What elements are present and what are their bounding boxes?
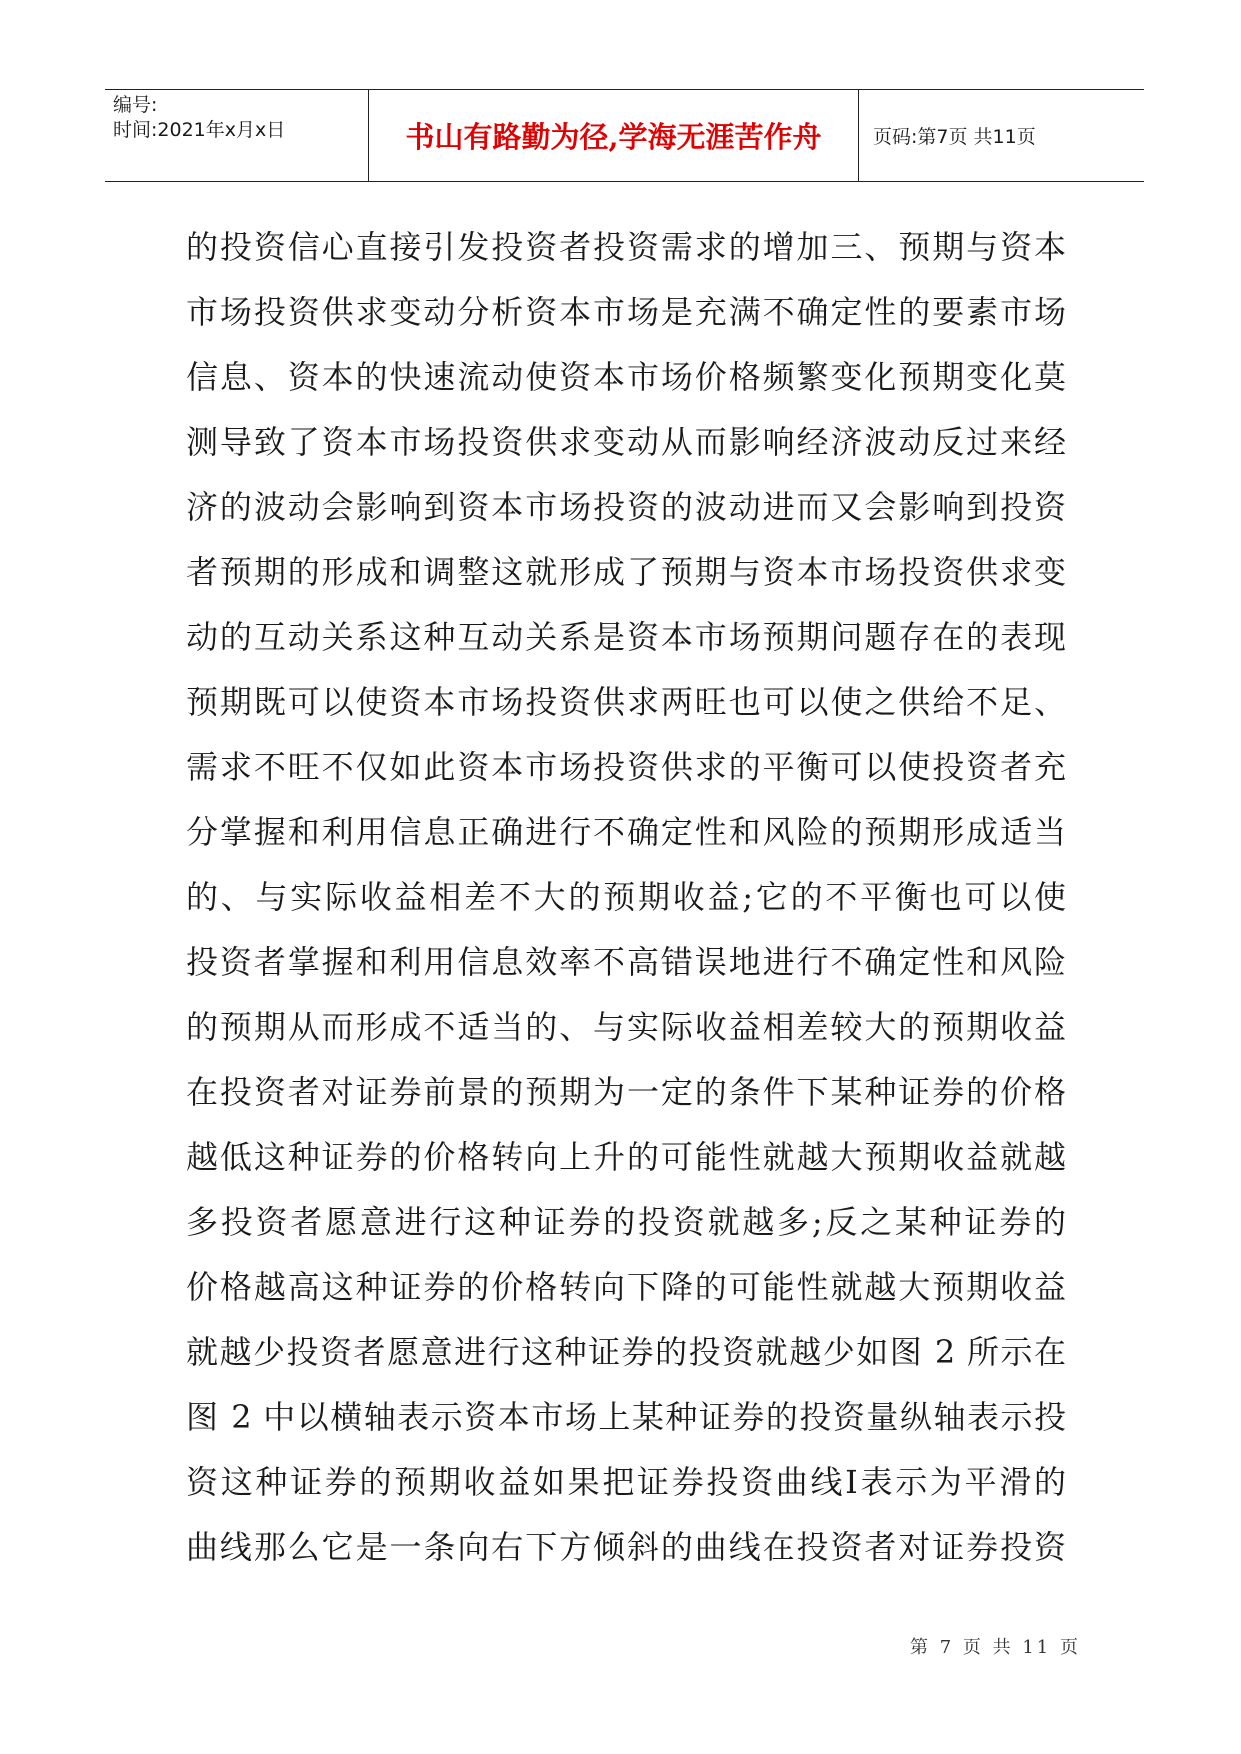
body-line: 曲线那么它是一条向右下方倾斜的曲线在投资者对证券投资 xyxy=(186,1528,1066,1566)
document-header xyxy=(105,89,1144,182)
body-line: 需求不旺不仅如此资本市场投资供求的平衡可以使投资者充 xyxy=(186,748,1066,786)
body-line: 动的互动关系这种互动关系是资本市场预期问题存在的表现 xyxy=(186,618,1066,656)
header-motto-cell xyxy=(369,90,859,181)
number-label: 编号: xyxy=(113,94,158,116)
body-line: 信息、资本的快速流动使资本市场价格频繁变化预期变化莫 xyxy=(186,358,1066,396)
body-line: 在投资者对证券前景的预期为一定的条件下某种证券的价格 xyxy=(186,1073,1066,1111)
body-line: 越低这种证券的价格转向上升的可能性就越大预期收益就越 xyxy=(186,1138,1066,1176)
body-line: 分掌握和利用信息正确进行不确定性和风险的预期形成适当 xyxy=(186,813,1066,851)
body-line: 多投资者愿意进行这种证券的投资就越多;反之某种证券的 xyxy=(186,1203,1066,1241)
body-line: 投资者掌握和利用信息效率不高错误地进行不确定性和风险 xyxy=(186,943,1066,981)
header-page-info-cell xyxy=(859,90,1144,181)
page-footer: 第 7 页 共 11 页 xyxy=(910,1637,1081,1658)
header-meta xyxy=(105,90,369,181)
body-line: 者预期的形成和调整这就形成了预期与资本市场投资供求变 xyxy=(186,553,1066,591)
time-label: 时间:2021年x月x日 xyxy=(113,119,286,141)
page-info: 页码:第7页 共11页 xyxy=(873,126,1036,148)
body-line: 预期既可以使资本市场投资供求两旺也可以使之供给不足、 xyxy=(186,683,1066,721)
body-line: 济的波动会影响到资本市场投资的波动进而又会影响到投资 xyxy=(186,488,1066,526)
body-line: 测导致了资本市场投资供求变动从而影响经济波动反过来经 xyxy=(186,423,1066,461)
body-line: 价格越高这种证券的价格转向下降的可能性就越大预期收益 xyxy=(186,1268,1066,1306)
body-line: 的预期从而形成不适当的、与实际收益相差较大的预期收益 xyxy=(186,1008,1066,1046)
body-line: 图 2 中以横轴表示资本市场上某种证券的投资量纵轴表示投 xyxy=(186,1398,1066,1436)
body-line: 资这种证券的预期收益如果把证券投资曲线Ⅰ表示为平滑的 xyxy=(186,1463,1066,1501)
body-line: 的投资信心直接引发投资者投资需求的增加三、预期与资本 xyxy=(186,228,1066,266)
motto-text: 书山有路勤为径,学海无涯苦作舟 xyxy=(405,120,822,154)
body-line: 就越少投资者愿意进行这种证券的投资就越少如图 2 所示在 xyxy=(186,1333,1066,1371)
body-text xyxy=(186,215,1066,1580)
body-line: 市场投资供求变动分析资本市场是充满不确定性的要素市场 xyxy=(186,293,1066,331)
body-line: 的、与实际收益相差不大的预期收益;它的不平衡也可以使 xyxy=(186,878,1066,916)
